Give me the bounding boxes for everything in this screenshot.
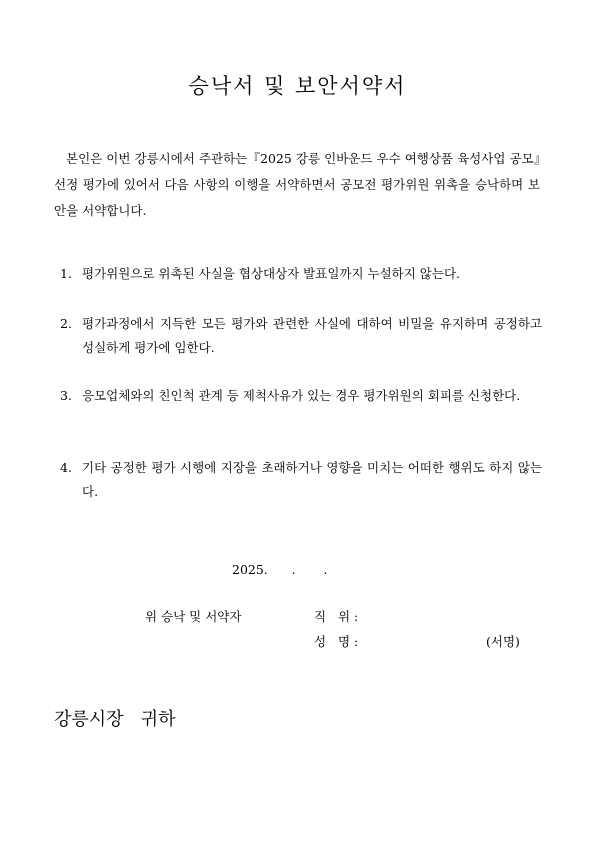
signature-mark: (서명) <box>486 634 520 649</box>
name-label: 성 명 : <box>314 634 359 649</box>
intro-paragraph <box>54 146 540 224</box>
pledge-item-text: 평가위원으로 위촉된 사실을 협상대상자 발표일까지 누설하지 않는다. <box>82 266 460 281</box>
pledge-item-number: 4. <box>60 460 72 475</box>
pledge-item <box>60 312 542 360</box>
position-label: 직 위 : <box>314 609 359 624</box>
date-line: 2025. . . <box>232 562 328 577</box>
pledge-item <box>60 262 542 286</box>
pledge-item-number: 3. <box>60 388 72 403</box>
pledge-item-number: 2. <box>60 316 72 331</box>
pledge-item <box>60 456 542 504</box>
signatory-label: 위 승낙 및 서약자 <box>145 609 242 624</box>
pledge-item-number: 1. <box>60 266 72 281</box>
pledge-item-text: 기타 공정한 평가 시행에 지장을 초래하거나 영향을 미치는 어떠한 행위도 하지 않는다. <box>82 460 542 499</box>
pledge-item-text: 응모업체와의 친인척 관계 등 제척사유가 있는 경우 평가위원의 회피를 신청한다. <box>82 388 521 403</box>
recipient-line: 강릉시장 귀하 <box>54 709 176 730</box>
document-title: 승낙서 및 보안서약서 <box>188 74 407 98</box>
pledge-item-text: 평가과정에서 지득한 모든 평가와 관련한 사실에 대하여 비밀을 유지하며 공정하고 성실하게 평가에 임한다. <box>82 316 542 355</box>
intro-text: 본인은 이번 강릉시에서 주관하는『2025 강릉 인바운드 우수 여행상품 육성사업 공모』선정 평가에 있어서 다음 사항의 이행을 서약하면서 공모전 평가위원 위촉을 승낙하며 보안을 서약합니다. <box>54 151 540 218</box>
pledge-item <box>60 384 542 408</box>
